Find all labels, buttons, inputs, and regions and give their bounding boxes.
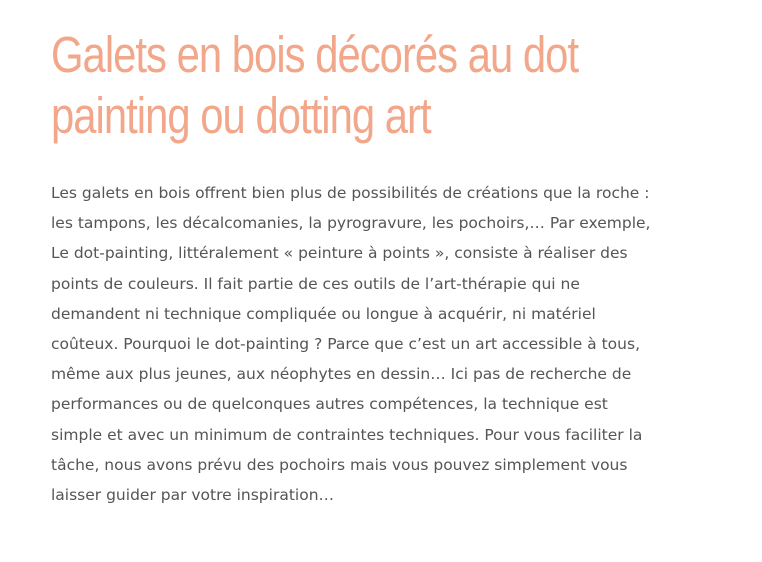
article-header xyxy=(51,24,741,146)
article-title-line-1: Galets en bois décorés au dot xyxy=(51,26,579,83)
article-title-line-2: painting ou dotting art xyxy=(51,87,431,144)
paragraph-line: points de couleurs. Il fait partie de ces outils de l’art-thérapie qui ne xyxy=(51,274,580,293)
paragraph-line: les tampons, les décalcomanies, la pyrogravure, les pochoirs,… Par exemple, xyxy=(51,214,651,233)
article-paragraph xyxy=(51,178,741,510)
paragraph-line: performances ou de quelconques autres compétences, la technique est xyxy=(51,395,608,414)
paragraph-line: Les galets en bois offrent bien plus de possibilités de créations que la roche : xyxy=(51,184,650,202)
paragraph-line: laisser guider par votre inspiration… xyxy=(51,486,335,505)
paragraph-line: simple et avec un minimum de contraintes techniques. Pour vous faciliter la xyxy=(51,425,643,444)
paragraph-line: même aux plus jeunes, aux néophytes en dessin… Ici pas de recherche de xyxy=(51,365,632,384)
paragraph-line: tâche, nous avons prévu des pochoirs mais vous pouvez simplement vous xyxy=(51,455,628,474)
paragraph-line: coûteux. Pourquoi le dot-painting ? Parce que c’est un art accessible à tous, xyxy=(51,335,640,354)
article-title xyxy=(51,24,625,146)
paragraph-line: demandent ni technique compliquée ou longue à acquérir, ni matériel xyxy=(51,304,596,323)
paragraph-line: Le dot-painting, littéralement « peinture à points », consiste à réaliser des xyxy=(51,244,628,263)
